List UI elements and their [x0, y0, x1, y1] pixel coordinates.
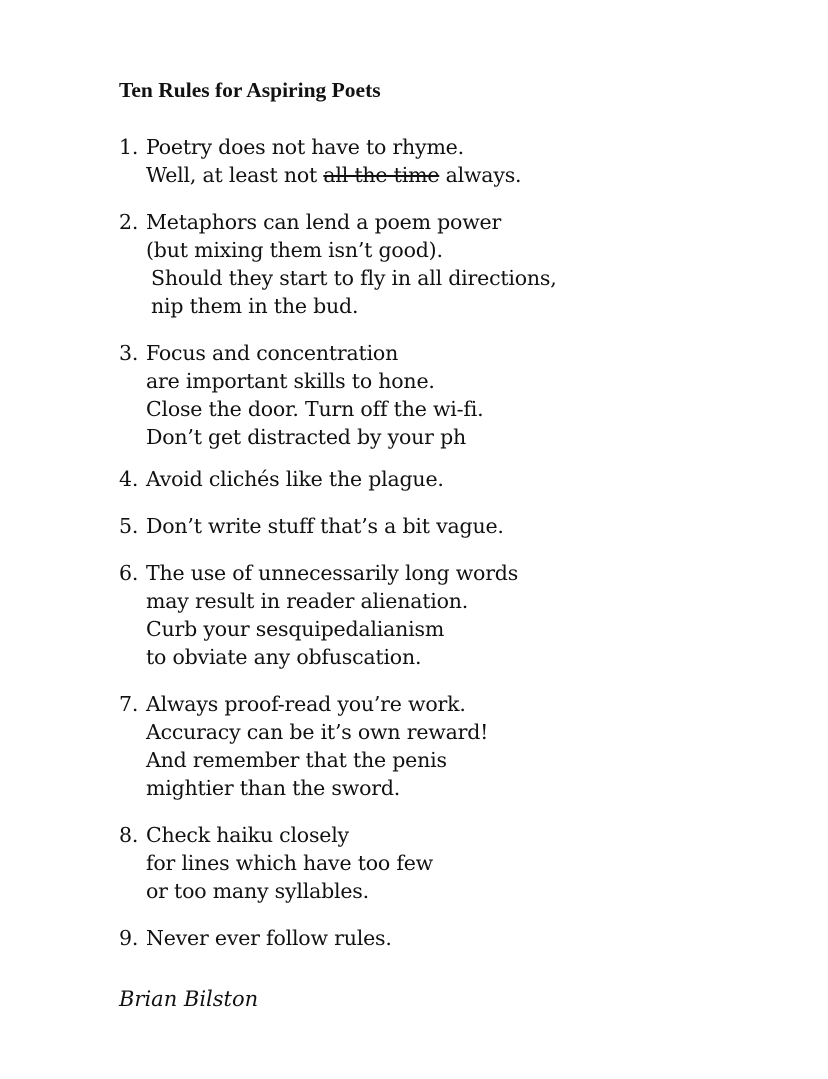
- rule-7: [119, 690, 488, 802]
- rule-line: Close the door. Turn off the wi-fi.: [146, 397, 484, 421]
- poem-title: Ten Rules for Aspiring Poets: [119, 78, 381, 102]
- rule-line: 9. Never ever follow rules.: [119, 926, 392, 950]
- rule-number: 5.: [119, 514, 139, 538]
- rule-line: 8. Check haiku closely: [119, 823, 349, 847]
- rule-number: 8.: [119, 823, 139, 847]
- struck-text: all the time: [323, 163, 440, 187]
- rule-line: or too many syllables.: [146, 879, 369, 903]
- rule-line: 2. Metaphors can lend a poem power: [119, 210, 502, 234]
- rule-number: 7.: [119, 692, 139, 716]
- rule-line: Don’t get distracted by your ph: [146, 425, 466, 449]
- rule-line: for lines which have too few: [146, 851, 433, 875]
- rule-line: mightier than the sword.: [146, 776, 401, 800]
- rule-line: 7. Always proof-read you’re work.: [119, 692, 466, 716]
- rule-number: 4.: [119, 467, 139, 491]
- rule-line: 4. Avoid clichés like the plague.: [119, 467, 444, 491]
- rule-2: [119, 208, 557, 320]
- rule-line: are important skills to hone.: [146, 369, 435, 393]
- rule-number: 3.: [119, 341, 139, 365]
- rule-1: [119, 133, 521, 189]
- rule-6: [119, 559, 518, 671]
- rule-5: [119, 512, 504, 540]
- rule-line: Should they start to fly in all directions,: [151, 266, 557, 290]
- rule-number: 9.: [119, 926, 139, 950]
- rule-line: 5. Don’t write stuff that’s a bit vague.: [119, 514, 504, 538]
- rule-line: (but mixing them isn’t good).: [146, 238, 443, 262]
- rule-line: 6. The use of unnecessarily long words: [119, 561, 519, 585]
- rule-line: to obviate any obfuscation.: [146, 645, 422, 669]
- rule-3: [119, 339, 483, 451]
- rule-4: [119, 465, 444, 493]
- author-name: Brian Bilston: [119, 987, 259, 1011]
- rule-line: nip them in the bud.: [151, 294, 359, 318]
- rule-line: may result in reader alienation.: [146, 589, 469, 613]
- rule-line: Well, at least not all the time always.: [146, 163, 522, 187]
- rule-line: Curb your sesquipedalianism: [146, 617, 445, 641]
- rule-line: And remember that the penis: [146, 748, 447, 772]
- rule-number: 2.: [119, 210, 139, 234]
- rule-number: 1.: [119, 135, 139, 159]
- rule-line: Accuracy can be it’s own reward!: [146, 720, 489, 744]
- rule-line: 1. Poetry does not have to rhyme.: [119, 135, 464, 159]
- rule-number: 6.: [119, 561, 139, 585]
- rule-8: [119, 821, 433, 905]
- rule-9: [119, 924, 392, 952]
- rule-line: 3. Focus and concentration: [119, 341, 399, 365]
